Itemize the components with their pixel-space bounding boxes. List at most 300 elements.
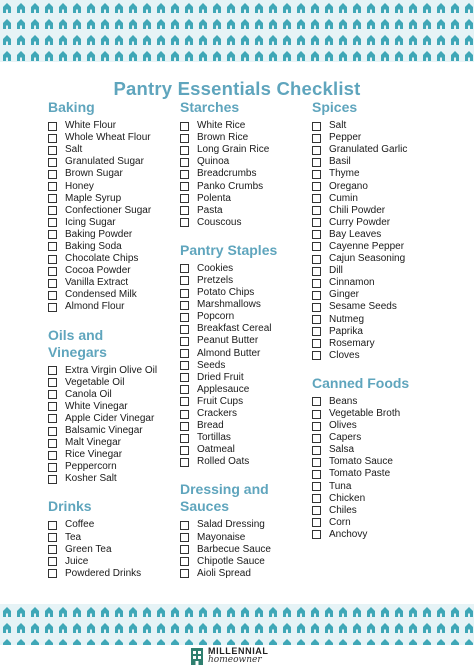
checklist-item-label: White Rice [197, 120, 246, 132]
checkbox[interactable] [312, 146, 321, 155]
checklist-item-label: Potato Chips [197, 287, 255, 299]
checklist-item[interactable] [180, 432, 320, 444]
checkbox[interactable] [180, 569, 189, 578]
checkbox[interactable] [48, 378, 57, 387]
checklist-item[interactable] [180, 532, 320, 544]
house-logo-icon [190, 646, 204, 666]
checkbox[interactable] [48, 134, 57, 143]
checklist-item-label: Barbecue Sauce [197, 543, 271, 555]
checkbox[interactable] [312, 206, 321, 215]
checklist-item-label: Cumin [329, 192, 358, 204]
checklist-item-label: Cookies [197, 262, 234, 274]
checkbox[interactable] [180, 146, 189, 155]
section-canned-foods [312, 375, 452, 541]
checklist-item[interactable] [180, 120, 320, 132]
checklist-item[interactable] [48, 229, 188, 241]
checklist-item-label: Confectioner Sugar [65, 204, 152, 216]
checklist-item[interactable] [48, 556, 188, 568]
checklist-item[interactable] [48, 532, 188, 544]
checkbox[interactable] [48, 146, 57, 155]
checklist-item-label: Dried Fruit [197, 371, 244, 383]
checklist-item[interactable] [48, 544, 188, 556]
checkbox[interactable] [48, 414, 57, 423]
checklist-item[interactable] [312, 241, 452, 253]
checkbox[interactable] [180, 422, 189, 431]
checklist-item-label: Polenta [197, 192, 231, 204]
checkbox[interactable] [312, 434, 321, 443]
checklist-item[interactable] [180, 311, 320, 323]
checkbox[interactable] [312, 303, 321, 312]
checklist-item[interactable] [180, 544, 320, 556]
checklist-item-label: Coffee [65, 519, 95, 531]
checkbox[interactable] [48, 170, 57, 179]
checkbox[interactable] [180, 337, 189, 346]
checklist-item-label: Salt [329, 120, 347, 132]
checkbox[interactable] [180, 218, 189, 227]
checklist-item[interactable] [48, 568, 188, 580]
checklist-item[interactable] [312, 229, 452, 241]
checklist-item-label: Salad Dressing [197, 519, 265, 531]
checkbox[interactable] [48, 402, 57, 411]
checklist-item[interactable] [180, 275, 320, 287]
checklist-item-label: Almond Butter [197, 347, 261, 359]
checklist-item[interactable] [180, 168, 320, 180]
checkbox[interactable] [48, 279, 57, 288]
section-dressing-sauces [180, 481, 320, 579]
checklist-item[interactable] [312, 396, 452, 408]
section-title: Starches [180, 99, 240, 115]
checkbox[interactable] [48, 569, 57, 578]
checklist-item[interactable] [312, 529, 452, 541]
checklist-item-label: Aioli Spread [197, 567, 251, 579]
brand-logo [190, 645, 269, 667]
checklist-item[interactable] [180, 156, 320, 168]
checklist-item[interactable] [48, 277, 188, 289]
checklist-item-label: Breadcrumbs [197, 168, 257, 180]
checklist-item[interactable] [180, 132, 320, 144]
checklist-item[interactable] [312, 253, 452, 265]
checklist-item-label: Cajun Seasoning [329, 253, 406, 265]
checkbox[interactable] [48, 267, 57, 276]
checklist-item[interactable] [48, 168, 188, 180]
checklist-item[interactable] [312, 265, 452, 277]
checklist-item-label: Cocoa Powder [65, 265, 131, 277]
checklist-item[interactable] [312, 456, 452, 468]
checklist-item-label: Anchovy [329, 528, 368, 540]
checklist-item[interactable] [48, 461, 188, 473]
checklist-item-label: White Flour [65, 120, 117, 132]
checkbox[interactable] [312, 339, 321, 348]
checkbox[interactable] [180, 361, 189, 370]
checkbox[interactable] [312, 470, 321, 479]
section-baking [48, 99, 188, 314]
checklist-item[interactable] [48, 180, 188, 192]
checkbox[interactable] [180, 545, 189, 554]
checkbox[interactable] [312, 315, 321, 324]
checklist-item[interactable] [312, 314, 452, 326]
checklist-item[interactable] [48, 519, 188, 531]
checklist-item-label: Tea [65, 531, 82, 543]
checklist-item[interactable] [180, 568, 320, 580]
checklist-item-label: Pasta [197, 204, 223, 216]
checklist-item[interactable] [180, 456, 320, 468]
checklist-item[interactable] [48, 156, 188, 168]
checklist-item-label: Curry Powder [329, 216, 391, 228]
section-drinks [48, 498, 188, 579]
checklist-item[interactable] [312, 350, 452, 362]
checklist-item[interactable] [48, 377, 188, 389]
checklist-item[interactable] [312, 156, 452, 168]
checklist-item-label: Tuna [329, 480, 352, 492]
checklist-item[interactable] [180, 263, 320, 275]
checklist-item[interactable] [48, 205, 188, 217]
checklist-item-label: Ginger [329, 289, 360, 301]
checkbox[interactable] [180, 122, 189, 131]
checklist-item-label: Baking Soda [65, 240, 122, 252]
checklist-item[interactable] [180, 360, 320, 372]
checklist-item-label: Basil [329, 156, 351, 168]
checklist-item-label: Vegetable Oil [65, 376, 125, 388]
checklist-item-label: Seeds [197, 359, 226, 371]
checklist-item-label: Oatmeal [197, 444, 235, 456]
checkbox[interactable] [312, 279, 321, 288]
checkbox[interactable] [180, 276, 189, 285]
checklist-item[interactable] [312, 180, 452, 192]
checklist-item[interactable] [312, 338, 452, 350]
checklist-item[interactable] [312, 468, 452, 480]
checkbox[interactable] [180, 206, 189, 215]
section-title: Dressing and Sauces [180, 481, 269, 515]
checklist-item-label: Cinnamon [329, 277, 375, 289]
section-pantry-staples [180, 242, 320, 469]
checkbox[interactable] [312, 530, 321, 539]
checklist-item[interactable] [48, 120, 188, 132]
checkbox[interactable] [312, 230, 321, 239]
checklist-item-label: Thyme [329, 168, 360, 180]
checklist-item[interactable] [312, 517, 452, 529]
checklist-item-label: Chili Powder [329, 204, 386, 216]
checklist-item[interactable] [312, 432, 452, 444]
checklist-item[interactable] [180, 372, 320, 384]
checkbox[interactable] [180, 158, 189, 167]
checklist-item-label: Chocolate Chips [65, 253, 139, 265]
checklist-item-label: Malt Vinegar [65, 437, 121, 449]
checkbox[interactable] [312, 351, 321, 360]
checkbox[interactable] [48, 475, 57, 484]
checkbox[interactable] [312, 255, 321, 264]
checkbox[interactable] [312, 134, 321, 143]
checklist-item-label: Apple Cider Vinegar [65, 412, 155, 424]
checklist-item[interactable] [48, 473, 188, 485]
checklist-item[interactable] [180, 205, 320, 217]
checkbox[interactable] [48, 242, 57, 251]
checklist-item-label: Rosemary [329, 337, 375, 349]
checklist-item-label: Capers [329, 432, 362, 444]
checkbox[interactable] [312, 422, 321, 431]
checklist-item-label: Couscous [197, 216, 242, 228]
column-1 [48, 99, 188, 580]
checkbox[interactable] [180, 458, 189, 467]
checklist-item-label: Mayonaise [197, 531, 246, 543]
checkbox[interactable] [312, 158, 321, 167]
checkbox[interactable] [180, 533, 189, 542]
checkbox[interactable] [48, 366, 57, 375]
checkbox[interactable] [312, 458, 321, 467]
logo-line-1: MILLENNIAL [208, 646, 269, 656]
checklist-item-label: Nutmeg [329, 313, 365, 325]
checkbox[interactable] [180, 325, 189, 334]
checklist-item[interactable] [48, 389, 188, 401]
checklist-item[interactable] [180, 144, 320, 156]
checkbox[interactable] [312, 122, 321, 131]
checklist-item-label: Olives [329, 420, 357, 432]
checkbox[interactable] [180, 373, 189, 382]
checklist-item[interactable] [312, 132, 452, 144]
header-house-pattern [0, 0, 474, 62]
checklist-item-label: Quinoa [197, 156, 230, 168]
checkbox[interactable] [312, 291, 321, 300]
checklist-item-label: Tomato Sauce [329, 456, 393, 468]
checklist-item-label: Rice Vinegar [65, 449, 123, 461]
checkbox[interactable] [180, 385, 189, 394]
checklist-item[interactable] [48, 289, 188, 301]
checkbox[interactable] [180, 410, 189, 419]
checkbox[interactable] [180, 170, 189, 179]
checkbox[interactable] [312, 446, 321, 455]
checklist-item-label: Long Grain Rice [197, 144, 270, 156]
checklist-item[interactable] [48, 144, 188, 156]
checklist-item[interactable] [312, 301, 452, 313]
checklist-item-label: Granulated Garlic [329, 144, 408, 156]
checklist-item-label: Cloves [329, 349, 360, 361]
checklist-item-label: Tortillas [197, 432, 231, 444]
checklist-item[interactable] [48, 132, 188, 144]
checklist-item-label: Panko Crumbs [197, 180, 264, 192]
checkbox[interactable] [48, 557, 57, 566]
checkbox[interactable] [48, 390, 57, 399]
section-title: Drinks [48, 498, 92, 515]
checklist-item-label: Beans [329, 395, 358, 407]
checklist-item[interactable] [312, 289, 452, 301]
checklist-item-label: Popcorn [197, 311, 235, 323]
checklist-item-label: Sesame Seeds [329, 301, 397, 313]
checklist-item[interactable] [312, 420, 452, 432]
section-title: Canned Foods [312, 374, 410, 391]
checklist-item-label: Breakfast Cereal [197, 323, 272, 335]
checklist-item-label: Bread [197, 420, 224, 432]
checkbox[interactable] [312, 327, 321, 336]
checklist-item[interactable] [312, 481, 452, 493]
checklist-item[interactable] [180, 384, 320, 396]
checklist-item-label: Paprika [329, 325, 363, 337]
checkbox[interactable] [48, 182, 57, 191]
checklist-item[interactable] [180, 287, 320, 299]
checklist-item[interactable] [180, 396, 320, 408]
checklist-item-label: Peanut Butter [197, 335, 259, 347]
checklist-item-label: Baking Powder [65, 228, 133, 240]
checklist-item-label: Salsa [329, 444, 355, 456]
checkbox[interactable] [312, 494, 321, 503]
checklist-item-label: Balsamic Vinegar [65, 425, 143, 437]
checklist-item[interactable] [312, 408, 452, 420]
checklist-item-label: Corn [329, 516, 351, 528]
checkbox[interactable] [180, 289, 189, 298]
checkbox[interactable] [312, 194, 321, 203]
section-title: Spices [312, 99, 358, 115]
checkbox[interactable] [180, 557, 189, 566]
checklist-item-label: Peppercorn [65, 461, 117, 473]
checklist-item[interactable] [312, 120, 452, 132]
checkbox[interactable] [48, 521, 57, 530]
checklist-item[interactable] [48, 437, 188, 449]
checkbox[interactable] [180, 521, 189, 530]
section-spices [312, 99, 452, 362]
checklist-item-label: White Vinegar [65, 400, 128, 412]
checkbox[interactable] [312, 518, 321, 527]
checklist-item[interactable] [312, 217, 452, 229]
checkbox[interactable] [48, 158, 57, 167]
checkbox[interactable] [180, 264, 189, 273]
checklist-item-label: Icing Sugar [65, 216, 116, 228]
checklist-item[interactable] [312, 444, 452, 456]
checkbox[interactable] [48, 122, 57, 131]
checkbox[interactable] [312, 482, 321, 491]
checklist-item-label: Juice [65, 555, 89, 567]
checklist-item-label: Bay Leaves [329, 228, 382, 240]
checklist-item[interactable] [48, 193, 188, 205]
checkbox[interactable] [48, 194, 57, 203]
checklist-item-label: Marshmallows [197, 299, 261, 311]
checklist-item[interactable] [180, 519, 320, 531]
checkbox[interactable] [312, 218, 321, 227]
checkbox[interactable] [48, 439, 57, 448]
checklist-item[interactable] [312, 144, 452, 156]
checklist-item[interactable] [180, 323, 320, 335]
checklist-item[interactable] [180, 299, 320, 311]
section-title: Baking [48, 99, 95, 115]
checklist-item[interactable] [48, 301, 188, 313]
checklist-item[interactable] [48, 265, 188, 277]
checklist-item[interactable] [180, 217, 320, 229]
checklist-item-label: Canola Oil [65, 388, 112, 400]
checklist-item[interactable] [312, 193, 452, 205]
checklist-item[interactable] [180, 180, 320, 192]
checklist-item[interactable] [48, 365, 188, 377]
checkbox[interactable] [48, 427, 57, 436]
checklist-item-label: Kosher Salt [65, 473, 117, 485]
house-pattern-bottom [0, 604, 474, 645]
checkbox[interactable] [312, 170, 321, 179]
checklist-item-label: Pepper [329, 132, 362, 144]
checkbox[interactable] [312, 410, 321, 419]
checkbox[interactable] [180, 194, 189, 203]
column-2 [180, 99, 320, 580]
checklist-item[interactable] [48, 449, 188, 461]
checklist-item-label: Fruit Cups [197, 395, 244, 407]
checklist-item-label: Powdered Drinks [65, 567, 142, 579]
checklist-item[interactable] [180, 335, 320, 347]
checkbox[interactable] [48, 255, 57, 264]
footer-house-pattern [0, 604, 474, 645]
checklist-item-label: Chiles [329, 504, 357, 516]
checkbox[interactable] [180, 434, 189, 443]
checkbox[interactable] [180, 446, 189, 455]
checkbox[interactable] [312, 182, 321, 191]
checklist-item[interactable] [180, 444, 320, 456]
checklist-item[interactable] [312, 326, 452, 338]
checklist-item-label: Chicken [329, 492, 366, 504]
checkbox[interactable] [48, 230, 57, 239]
page-title: Pantry Essentials Checklist [113, 78, 361, 99]
checkbox[interactable] [180, 301, 189, 310]
checklist-item[interactable] [48, 217, 188, 229]
checkbox[interactable] [48, 291, 57, 300]
checklist-item[interactable] [180, 556, 320, 568]
checklist-item[interactable] [48, 413, 188, 425]
checklist-item-label: Oregano [329, 180, 368, 192]
checkbox[interactable] [48, 218, 57, 227]
checklist-item-label: Condensed Milk [65, 289, 137, 301]
checkbox[interactable] [180, 313, 189, 322]
checkbox[interactable] [180, 182, 189, 191]
checkbox[interactable] [180, 397, 189, 406]
checkbox[interactable] [48, 545, 57, 554]
checklist-item-label: Maple Syrup [65, 192, 122, 204]
checkbox[interactable] [312, 242, 321, 251]
checkbox[interactable] [180, 349, 189, 358]
checkbox[interactable] [312, 506, 321, 515]
checklist-item[interactable] [180, 348, 320, 360]
checklist-item-label: Almond Flour [65, 301, 125, 313]
checklist-item-label: Crackers [197, 408, 238, 420]
section-title: Oils and Vinegars [48, 326, 107, 360]
checklist-item[interactable] [180, 193, 320, 205]
checklist-item[interactable] [312, 168, 452, 180]
checklist-item-label: Cayenne Pepper [329, 240, 405, 252]
checklist-item-label: Vanilla Extract [65, 277, 129, 289]
checklist-item-label: Pretzels [197, 274, 234, 286]
checkbox[interactable] [48, 451, 57, 460]
checklist-item[interactable] [180, 408, 320, 420]
checkbox[interactable] [48, 206, 57, 215]
checklist-item[interactable] [312, 493, 452, 505]
checklist-item-label: Applesauce [197, 383, 250, 395]
checklist-item[interactable] [312, 505, 452, 517]
checkbox[interactable] [180, 134, 189, 143]
checklist-item[interactable] [312, 277, 452, 289]
checklist-item-label: Vegetable Broth [329, 408, 401, 420]
checklist-item-label: Chipotle Sauce [197, 555, 265, 567]
checklist-item-label: Extra Virgin Olive Oil [65, 364, 158, 376]
checkbox[interactable] [48, 463, 57, 472]
checklist-item[interactable] [48, 425, 188, 437]
checklist-item-label: Whole Wheat Flour [65, 132, 151, 144]
checkbox[interactable] [312, 397, 321, 406]
checklist-item[interactable] [180, 420, 320, 432]
checklist-item[interactable] [312, 205, 452, 217]
house-pattern-top [0, 0, 474, 62]
section-oils-vinegars [48, 327, 188, 486]
checklist-item[interactable] [48, 253, 188, 265]
checkbox[interactable] [48, 533, 57, 542]
checkbox[interactable] [48, 303, 57, 312]
checklist-item[interactable] [48, 241, 188, 253]
checklist-item[interactable] [48, 401, 188, 413]
checkbox[interactable] [312, 267, 321, 276]
checklist-item-label: Green Tea [65, 543, 112, 555]
checklist-item-label: Salt [65, 144, 83, 156]
section-starches [180, 99, 320, 229]
